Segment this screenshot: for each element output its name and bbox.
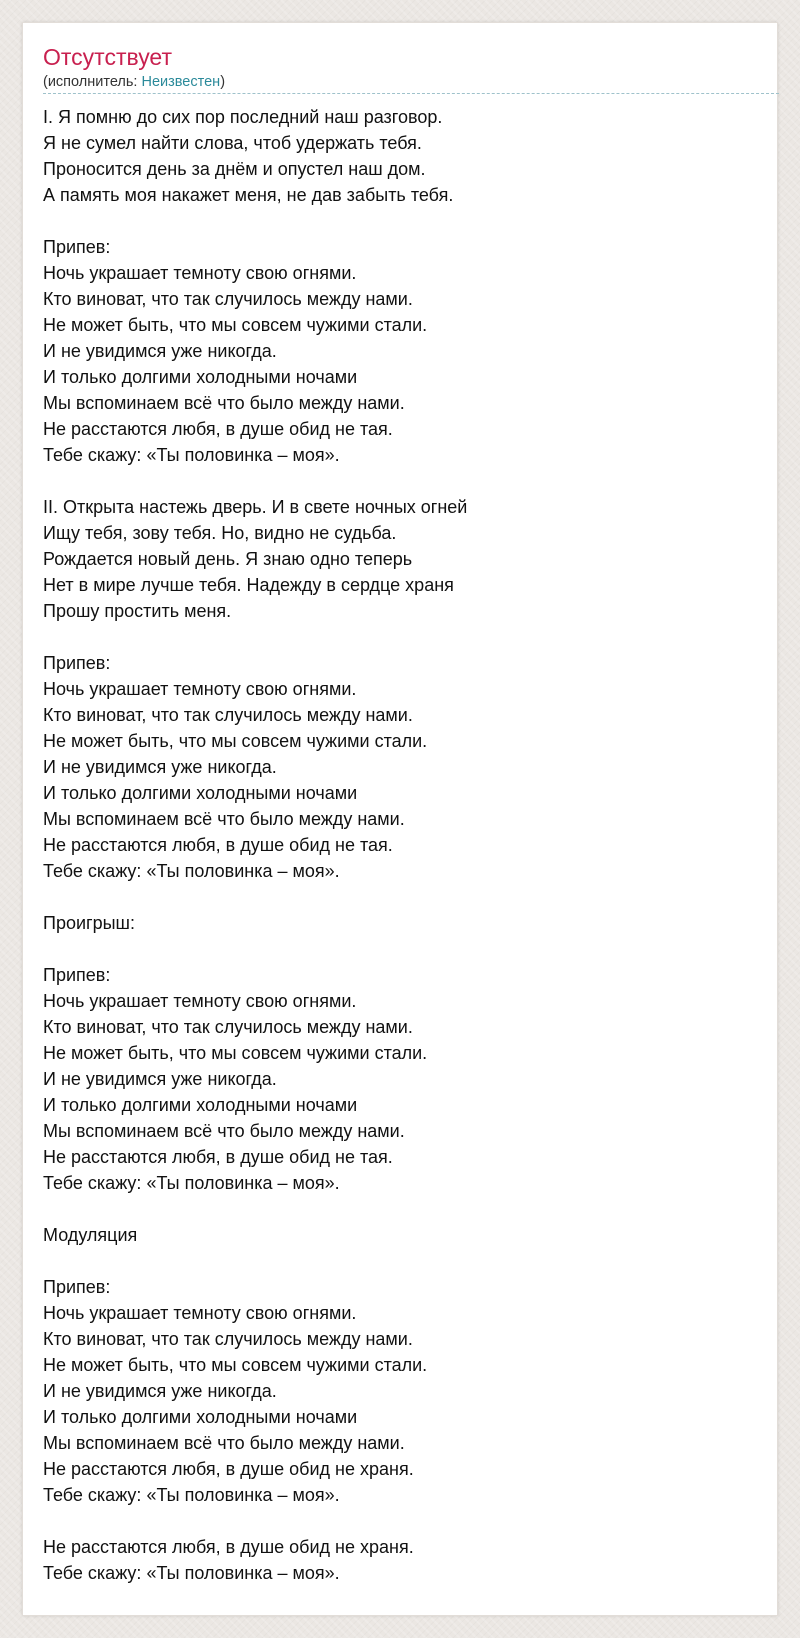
lyric-line: [43, 1508, 467, 1534]
lyric-line: Тебе скажу: «Ты половинка – моя».: [43, 445, 340, 465]
lyric-line: Проигрыш:: [43, 913, 135, 933]
lyric-line: Кто виноват, что так случилось между нами.: [43, 705, 413, 725]
lyric-line: Нет в мире лучше тебя. Надежду в сердце храня: [43, 575, 454, 595]
lyric-line: Мы вспоминаем всё что было между нами.: [43, 393, 405, 413]
lyric-line: Не расстаются любя, в душе обид не тая.: [43, 419, 393, 439]
lyric-line: Проносится день за днём и опустел наш дом.: [43, 159, 426, 179]
lyric-line: Кто виноват, что так случилось между нами.: [43, 1329, 413, 1349]
lyric-line: Кто виноват, что так случилось между нами.: [43, 1017, 413, 1037]
lyrics-card: [22, 22, 778, 1616]
lyric-line: Тебе скажу: «Ты половинка – моя».: [43, 1485, 340, 1505]
lyric-line: Тебе скажу: «Ты половинка – моя».: [43, 861, 340, 881]
lyric-line: Припев:: [43, 237, 111, 257]
lyric-line: Ночь украшает темноту свою огнями.: [43, 1303, 357, 1323]
lyric-line: Мы вспоминаем всё что было между нами.: [43, 1433, 405, 1453]
lyric-line: Припев:: [43, 653, 111, 673]
lyric-line: Не расстаются любя, в душе обид не тая.: [43, 835, 393, 855]
lyric-line: Ночь украшает темноту свою огнями.: [43, 991, 357, 1011]
lyric-line: Ночь украшает темноту свою огнями.: [43, 679, 357, 699]
lyric-line: Кто виноват, что так случилось между нами.: [43, 289, 413, 309]
lyric-line: Ищу тебя, зову тебя. Но, видно не судьба.: [43, 523, 397, 543]
lyric-line: И только долгими холодными ночами: [43, 1095, 358, 1115]
lyric-line: И не увидимся уже никогда.: [43, 1069, 277, 1089]
artist-prefix: (исполнитель:: [43, 74, 142, 90]
lyric-line: II. Открыта настежь дверь. И в свете ночных огней: [43, 497, 468, 517]
lyric-line: Ночь украшает темноту свою огнями.: [43, 263, 357, 283]
artist-suffix: ): [220, 74, 226, 90]
lyric-line: Припев:: [43, 1277, 111, 1297]
lyric-line: [43, 468, 467, 494]
title-divider: [43, 93, 779, 94]
lyric-line: Припев:: [43, 965, 111, 985]
lyric-line: I. Я помню до сих пор последний наш разговор.: [43, 107, 443, 127]
lyric-line: [43, 208, 467, 234]
lyric-line: Рождается новый день. Я знаю одно теперь: [43, 549, 413, 569]
artist-link[interactable]: Неизвестен: [141, 74, 221, 90]
song-title: Отсутствует: [43, 44, 172, 70]
lyric-line: Я не сумел найти слова, чтоб удержать тебя.: [43, 133, 422, 153]
lyric-line: Не расстаются любя, в душе обид не храня.: [43, 1537, 414, 1557]
lyric-line: Не может быть, что мы совсем чужими стали.: [43, 1043, 428, 1063]
lyric-line: [43, 884, 467, 910]
lyric-line: Не расстаются любя, в душе обид не храня.: [43, 1459, 414, 1479]
lyric-line: Не расстаются любя, в душе обид не тая.: [43, 1147, 393, 1167]
lyric-line: И только долгими холодными ночами: [43, 1407, 358, 1427]
lyric-line: Не может быть, что мы совсем чужими стали.: [43, 315, 428, 335]
lyric-line: Не может быть, что мы совсем чужими стали.: [43, 1355, 428, 1375]
lyric-line: Не может быть, что мы совсем чужими стали.: [43, 731, 428, 751]
lyric-line: И не увидимся уже никогда.: [43, 1381, 277, 1401]
lyric-line: [43, 624, 467, 650]
lyric-line: Мы вспоминаем всё что было между нами.: [43, 1121, 405, 1141]
lyric-line: Прошу простить меня.: [43, 601, 232, 621]
lyric-line: [43, 1196, 467, 1222]
lyric-line: И только долгими холодными ночами: [43, 783, 358, 803]
lyric-line: [43, 936, 467, 962]
artist-line: [43, 73, 225, 91]
lyric-line: Тебе скажу: «Ты половинка – моя».: [43, 1173, 340, 1193]
lyric-line: [43, 1248, 467, 1274]
lyric-line: А память моя накажет меня, не дав забыть тебя.: [43, 185, 454, 205]
lyric-line: И не увидимся уже никогда.: [43, 341, 277, 361]
lyric-line: И только долгими холодными ночами: [43, 367, 358, 387]
lyric-line: Мы вспоминаем всё что было между нами.: [43, 809, 405, 829]
lyric-line: Тебе скажу: «Ты половинка – моя».: [43, 1563, 340, 1583]
lyric-line: И не увидимся уже никогда.: [43, 757, 277, 777]
lyric-line: Модуляция: [43, 1225, 138, 1245]
lyrics-text: [43, 104, 467, 1586]
